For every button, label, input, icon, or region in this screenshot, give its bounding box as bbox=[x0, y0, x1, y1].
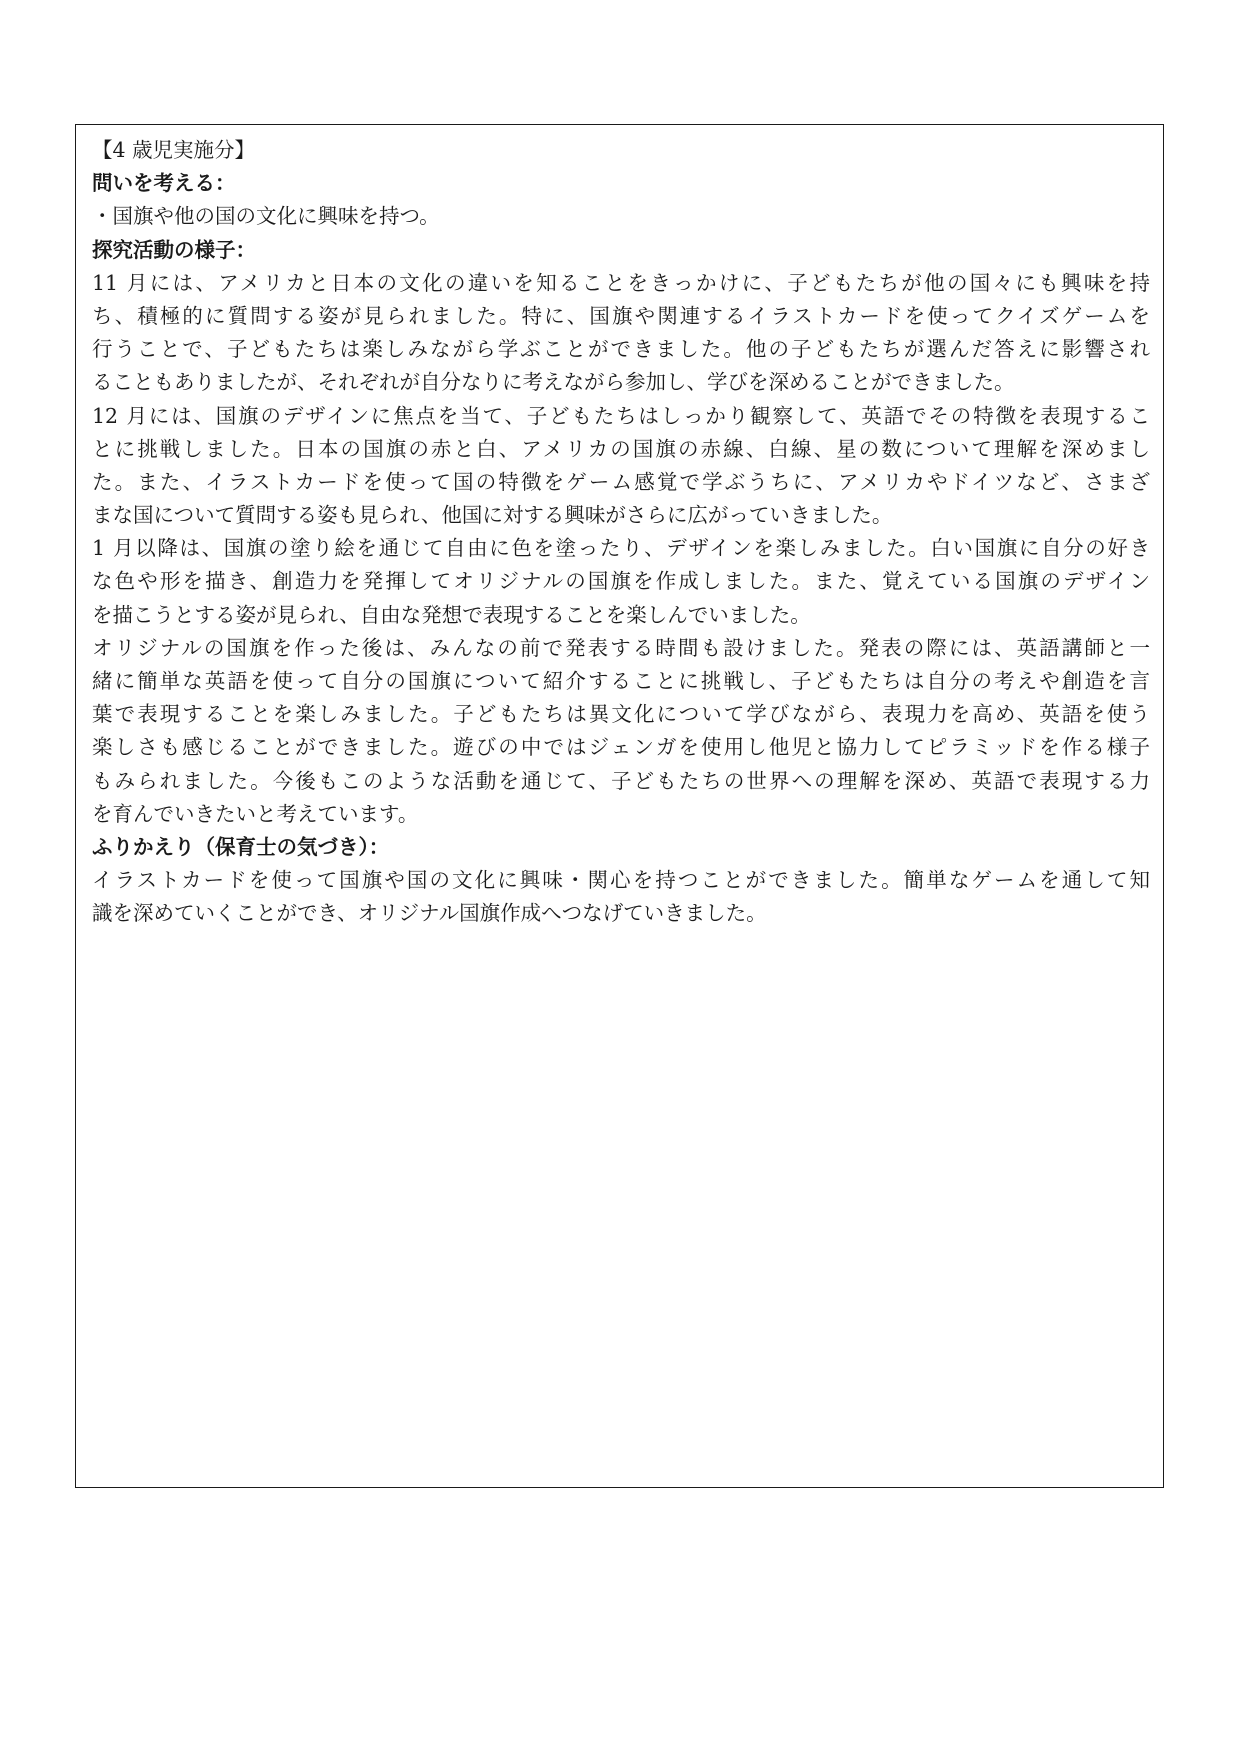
activity-line: 1 月以降は、国旗の塗り絵を通じて自由に色を塗ったり、デザインを楽しみました。白い国旗に自分の好き bbox=[92, 536, 1150, 561]
activity-line: 葉で表現することを楽しみました。子どもたちは異文化について学びながら、表現力を高め、英語を使う bbox=[92, 702, 1150, 727]
activity-line: 行うことで、子どもたちは楽しみながら学ぶことができました。他の子どもたちが選んだ答えに影響され bbox=[92, 337, 1150, 362]
question-heading: 問いを考える： bbox=[92, 171, 236, 196]
activity-line: オリジナルの国旗を作った後は、みんなの前で発表する時間も設けました。発表の際には、英語講師と一 bbox=[92, 635, 1150, 660]
activity-line: な色や形を描き、創造力を発揮してオリジナルの国旗を作成しました。また、覚えている国旗のデザイン bbox=[92, 569, 1150, 594]
activity-line: を描こうとする姿が見られ、自由な発想で表現することを楽しんでいました。 bbox=[92, 602, 811, 627]
activity-line: ち、積極的に質問する姿が見られました。特に、国旗や関連するイラストカードを使ってクイズゲームを bbox=[92, 303, 1150, 328]
activity-line: もみられました。今後もこのような活動を通じて、子どもたちの世界への理解を深め、英語で表現する力 bbox=[92, 768, 1150, 793]
activity-line: 緒に簡単な英語を使って自分の国旗について紹介することに挑戦し、子どもたちは自分の考えや創造を言 bbox=[92, 669, 1150, 693]
reflection-heading: ふりかえり（保育士の気づき）： bbox=[92, 834, 390, 859]
activity-line: まな国について質問する姿も見られ、他国に対する興味がさらに広がっていきました。 bbox=[92, 503, 893, 528]
activity-line: 12 月には、国旗のデザインに焦点を当て、子どもたちはしっかり観察して、英語でその特徴を表現するこ bbox=[92, 403, 1150, 428]
activity-line: とに挑戦しました。日本の国旗の赤と白、アメリカの国旗の赤線、白線、星の数について理解を深めまし bbox=[92, 436, 1150, 461]
activity-line: 11 月には、アメリカと日本の文化の違いを知ることをきっかけに、子どもたちが他の国々にも興味を持 bbox=[92, 270, 1150, 295]
activity-heading: 探究活動の様子： bbox=[92, 237, 256, 262]
reflection-line: イラストカードを使って国旗や国の文化に興味・関心を持つことができました。簡単なゲームを通して知 bbox=[92, 868, 1150, 893]
activity-line: を育んでいきたいと考えています。 bbox=[92, 801, 419, 826]
report-title: 【4 歳児実施分】 bbox=[92, 138, 256, 162]
reflection-line: 識を深めていくことができ、オリジナル国旗作成へつなげていきました。 bbox=[92, 901, 767, 926]
activity-line: ることもありましたが、それぞれが自分なりに考えながら参加し、学びを深めることができました。 bbox=[92, 370, 1015, 395]
activity-line: 楽しさも感じることができました。遊びの中ではジェンガを使用し他児と協力してピラミッドを作る様子 bbox=[92, 735, 1150, 760]
question-text: ・国旗や他の国の文化に興味を持つ。 bbox=[92, 204, 440, 229]
activity-line: た。また、イラストカードを使って国の特徴をゲーム感覚で学ぶうちに、アメリカやドイツなど、さまざ bbox=[92, 469, 1150, 494]
report-content bbox=[92, 134, 1150, 931]
